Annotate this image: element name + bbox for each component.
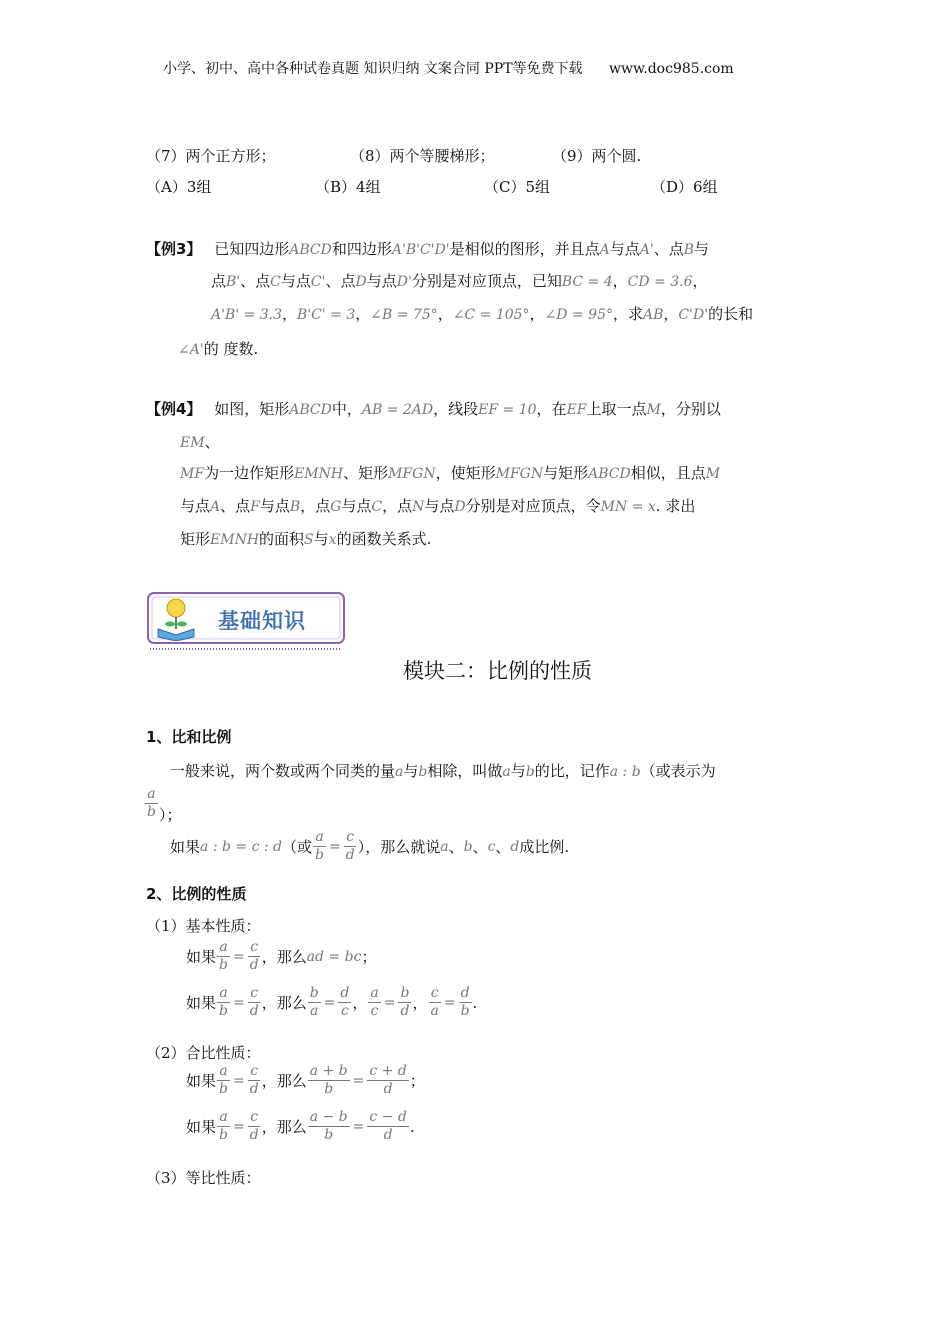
math: EF = 10 [478, 402, 537, 418]
denominator: b [315, 847, 324, 863]
text: ， [352, 994, 368, 1012]
math: ∠A' [178, 342, 204, 358]
example3-line4 [178, 338, 258, 359]
example3-tag: 【例3】 [146, 240, 202, 258]
math: EF [566, 402, 587, 418]
text: 的函数关系式. [336, 530, 432, 548]
math: A'B'C'D' [391, 242, 450, 258]
math: C [270, 274, 281, 290]
fraction [217, 1064, 230, 1097]
text: 的面积 [259, 530, 305, 548]
numerator: d [460, 985, 470, 1001]
text: 、矩形 [343, 464, 389, 482]
text: 如果 [186, 1118, 217, 1136]
option-8: （8）两个等腰梯形； [350, 147, 495, 165]
fraction [398, 986, 411, 1019]
text: 如图，矩形 [214, 400, 290, 418]
denominator: d [249, 957, 259, 973]
fraction [459, 986, 472, 1019]
text: 上取一点 [586, 400, 647, 418]
math: F [250, 499, 260, 515]
numerator: c [250, 1063, 259, 1079]
text: 如果 [170, 838, 201, 856]
text: 中， [331, 400, 362, 418]
math: D [355, 274, 367, 290]
math: AB [643, 307, 664, 323]
math: EM [180, 435, 205, 451]
text: ， [692, 272, 708, 290]
text: 、点 [240, 272, 271, 290]
example3-line2 [211, 270, 708, 291]
denominator: d [400, 1003, 410, 1019]
numerator: c [346, 829, 355, 845]
denominator: d [249, 1081, 259, 1097]
text: 一般来说，两个数或两个同类的量 [170, 762, 396, 780]
text: 和四边形 [331, 240, 392, 258]
denominator: c [370, 1003, 379, 1019]
text: 与 [403, 762, 419, 780]
sec1-line2 [144, 782, 181, 825]
math: a : b = c : d [200, 838, 282, 855]
numerator: c [250, 939, 259, 955]
fraction [367, 1064, 408, 1097]
text: 点 [211, 272, 227, 290]
fraction [313, 830, 326, 863]
example4-line4 [180, 495, 695, 516]
numerator: a [147, 786, 156, 802]
numerator: c − d [369, 1109, 407, 1125]
math: d [510, 838, 520, 855]
text: 与矩形 [543, 464, 589, 482]
text: ，那么 [261, 994, 307, 1012]
math: B' [226, 274, 241, 290]
math: A' [639, 242, 654, 258]
text: 与 [694, 240, 710, 258]
text: 为一边作矩形 [204, 464, 295, 482]
fraction [248, 1110, 261, 1143]
text: 与 [313, 530, 329, 548]
denominator: b [219, 957, 228, 973]
math: x [328, 532, 337, 548]
math: MFGN [388, 466, 436, 482]
denominator: b [219, 1081, 228, 1097]
example4-line1 [146, 398, 721, 419]
text: ），那么就说 [357, 838, 441, 856]
module-title: 模块二：比例的性质 [403, 659, 592, 683]
text: 分别是对应顶点，令 [465, 497, 601, 515]
math: b [463, 838, 473, 855]
knowledge-banner [146, 591, 346, 653]
sum-line1 [186, 1064, 425, 1097]
fraction [344, 830, 357, 863]
equals: = [352, 1118, 365, 1135]
text: ， [663, 305, 679, 323]
numerator: a [219, 939, 228, 955]
text: 、 [472, 838, 488, 856]
text: 、点 [653, 240, 684, 258]
text: 与点 [424, 497, 455, 515]
equals: = [232, 948, 245, 965]
numerator: b [309, 985, 319, 1001]
text: 、 [448, 838, 464, 856]
numerator: a − b [309, 1109, 348, 1125]
math: c [487, 838, 496, 855]
text: 的比，记作 [534, 762, 610, 780]
denominator: c [340, 1003, 349, 1019]
text: ，分别以 [660, 400, 721, 418]
fraction [308, 1110, 350, 1143]
math: CD = 3.6 [627, 274, 693, 290]
numerator: a + b [309, 1063, 348, 1079]
numerator: d [340, 985, 350, 1001]
math: b [525, 764, 535, 780]
math: ∠C = 105° [452, 307, 530, 323]
sum-property-heading: （2）合比性质： [146, 1044, 261, 1062]
text: 的长和 [708, 305, 754, 323]
sum-line2 [186, 1110, 415, 1143]
text: 、点 [325, 272, 356, 290]
denominator: b [324, 1127, 334, 1143]
math: ∠D = 95° [544, 307, 613, 323]
math: M [705, 466, 721, 482]
text: 是相似的图形，并且点 [449, 240, 600, 258]
options-line [146, 145, 276, 166]
denominator: a [310, 1003, 319, 1019]
text: 与点 [341, 497, 372, 515]
math: D' [396, 274, 412, 290]
denominator: d [383, 1081, 393, 1097]
option-9-wrap [552, 145, 641, 166]
math: A [599, 242, 610, 258]
math: MF [180, 466, 205, 482]
numerator: a [219, 985, 228, 1001]
math: S [304, 532, 314, 548]
fraction [338, 986, 351, 1019]
equals: = [352, 1072, 365, 1089]
text: 矩形 [180, 530, 211, 548]
math: ad = bc [306, 948, 362, 965]
fraction [308, 1064, 350, 1097]
text: ，点 [300, 497, 331, 515]
math: ABCD [289, 402, 332, 418]
choice-d: （D）6组 [651, 178, 718, 196]
math: C'D' [678, 307, 709, 323]
fraction [248, 1064, 261, 1097]
example4-line2 [180, 431, 220, 452]
text: ，那么 [261, 1118, 307, 1136]
text: ， [412, 994, 428, 1012]
equals: = [383, 994, 396, 1011]
math: BC = 4 [561, 274, 613, 290]
text: ； [409, 1072, 425, 1090]
text: . 求出 [655, 497, 696, 515]
text: 的 度数. [203, 340, 259, 358]
math: D [454, 499, 466, 515]
text: 与 [510, 762, 526, 780]
equal-ratio-heading: （3）等比性质： [146, 1169, 261, 1187]
text: 与点 [280, 272, 311, 290]
equals: = [232, 1072, 245, 1089]
sec1-line1 [170, 760, 716, 781]
equals: = [232, 994, 245, 1011]
denominator: d [249, 1003, 259, 1019]
fraction [368, 986, 380, 1019]
text: ， [282, 305, 298, 323]
equals: = [328, 838, 341, 855]
lightbulb-book-icon [154, 595, 198, 641]
equals: = [323, 994, 336, 1011]
fraction [248, 940, 261, 973]
fraction [145, 787, 158, 820]
math: a : b [609, 764, 641, 780]
text: ，那么 [261, 1072, 307, 1090]
fraction [367, 1110, 408, 1143]
math: B [683, 242, 695, 258]
denominator: b [324, 1081, 334, 1097]
example3-line1 [146, 238, 709, 259]
text: ， [529, 305, 545, 323]
text: 与点 [259, 497, 290, 515]
math: B'C' = 3 [297, 307, 356, 323]
text: ， [612, 272, 628, 290]
numerator: a [370, 985, 379, 1001]
option-7: （7）两个正方形； [146, 147, 276, 165]
text: 相似，且点 [630, 464, 706, 482]
text: 相除，叫做 [427, 762, 503, 780]
math: M [646, 402, 661, 418]
text: ； [361, 948, 377, 966]
text: ， [437, 305, 453, 323]
equals: = [232, 1118, 245, 1135]
math: a [440, 838, 449, 855]
text: （或 [282, 838, 313, 856]
math: G [330, 499, 342, 515]
numerator: a [219, 1063, 228, 1079]
header-text: 小学、初中、高中各种试卷真题 知识归纳 文案合同 PPT等免费下载 [163, 61, 583, 77]
banner-label: 基础知识 [218, 609, 306, 633]
denominator: b [460, 1003, 470, 1019]
denominator: b [219, 1127, 228, 1143]
example3-line3 [211, 303, 753, 324]
numerator: b [400, 985, 410, 1001]
fraction [217, 986, 230, 1019]
text: 与点 [609, 240, 640, 258]
text: 、 [495, 838, 511, 856]
text: ，线段 [433, 400, 479, 418]
text: （或表示为 [640, 762, 716, 780]
text: 成比例. [519, 838, 570, 856]
text: ，求 [612, 305, 643, 323]
math: ABCD [289, 242, 332, 258]
numerator: c + d [369, 1063, 407, 1079]
fraction [217, 1110, 230, 1143]
section2-title: 2、比例的性质 [146, 885, 247, 903]
fraction [308, 986, 321, 1019]
header-url[interactable]: www.doc985.com [608, 61, 734, 77]
numerator: c [250, 1109, 259, 1125]
denominator: b [147, 804, 156, 820]
fraction [248, 986, 261, 1019]
denominator: d [383, 1127, 393, 1143]
text: ，使矩形 [435, 464, 496, 482]
sec1-line3 [170, 830, 569, 863]
math: a [395, 764, 404, 780]
denominator: b [219, 1003, 228, 1019]
math: C [371, 499, 383, 515]
fraction [428, 986, 440, 1019]
text: 已知四边形 [214, 240, 290, 258]
math: EMNH [210, 532, 260, 548]
math: ∠B = 75° [370, 307, 438, 323]
text: ，点 [382, 497, 413, 515]
denominator: d [249, 1127, 259, 1143]
numerator: c [430, 985, 439, 1001]
section1-title: 1、比和比例 [146, 728, 232, 746]
choice-b: （B）4组 [315, 178, 381, 196]
math: MN = x [600, 499, 656, 515]
basic-line2 [186, 986, 477, 1019]
text: 如果 [186, 1072, 217, 1090]
text: . [472, 993, 478, 1012]
denominator: a [430, 1003, 439, 1019]
text: ）； [158, 806, 182, 824]
option-8-wrap [350, 145, 495, 166]
example4-line5 [180, 528, 431, 549]
denominator: d [345, 847, 355, 863]
math: A'B' = 3.3 [211, 307, 282, 323]
numerator: a [315, 829, 324, 845]
math: C' [310, 274, 326, 290]
text: 、点 [220, 497, 251, 515]
math: B [289, 499, 301, 515]
numerator: a [219, 1109, 228, 1125]
basic-line1 [186, 940, 376, 973]
text: ，在 [536, 400, 567, 418]
text: 与点 [180, 497, 211, 515]
option-9: （9）两个圆. [552, 147, 642, 165]
math: ABCD [588, 466, 631, 482]
text: 、 [204, 433, 220, 451]
text: 与点 [366, 272, 397, 290]
math: A [210, 499, 221, 515]
fraction [217, 940, 230, 973]
numerator: c [250, 985, 259, 1001]
choice-a: （A）3组 [146, 178, 212, 196]
page-header [163, 58, 734, 78]
math: MFGN [495, 466, 544, 482]
math: EMNH [294, 466, 344, 482]
text: . [409, 1117, 415, 1136]
math: a [502, 764, 511, 780]
math: b [418, 764, 428, 780]
text: 分别是对应顶点，已知 [411, 272, 562, 290]
text: 如果 [186, 994, 217, 1012]
text: ， [355, 305, 371, 323]
text: 如果 [186, 948, 217, 966]
math: AB = 2AD [361, 402, 434, 418]
math: N [412, 499, 425, 515]
example4-tag: 【例4】 [146, 400, 202, 418]
example4-line3 [180, 462, 720, 483]
basic-property-heading: （1）基本性质： [146, 917, 261, 935]
text: ，那么 [261, 948, 307, 966]
choice-c: （C）5组 [484, 178, 551, 196]
equals: = [443, 994, 456, 1011]
